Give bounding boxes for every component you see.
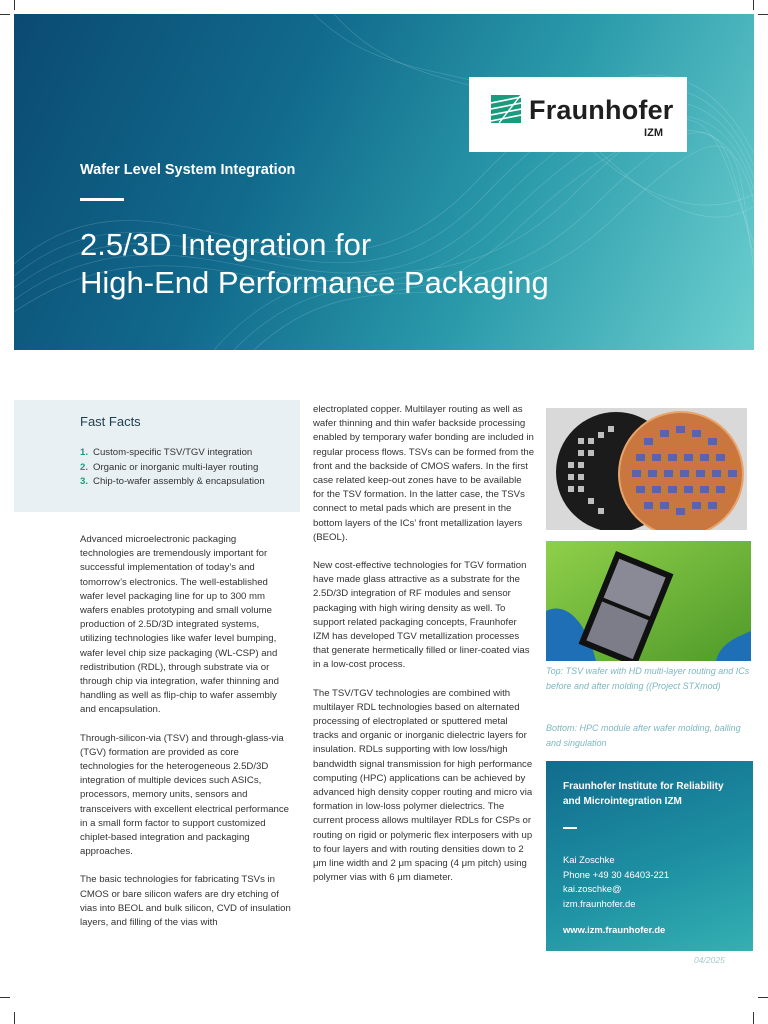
hero-kicker: Wafer Level System Integration (80, 162, 296, 178)
logo-name: Fraunhofer (529, 95, 674, 125)
list-text: Custom-specific TSV/TGV integration (93, 447, 253, 458)
contact-email-line-2[interactable]: izm.fraunhofer.de (563, 897, 636, 909)
title-line-2: High-End Performance Packaging (80, 265, 549, 300)
caption-top: Top: TSV wafer with HD multi-layer routing and ICs before and after molding ((Project STXmod) (546, 666, 750, 691)
contact-details (563, 853, 669, 911)
crop-mark (753, 0, 754, 10)
caption-bottom: Bottom: HPC module after wafer molding, balling and singulation (546, 723, 741, 748)
paragraph: electroplated copper. Multilayer routing as well as wafer thinning and thin wafer backside processing enabled by temporary wafer bonding are included in regular process flows. TSVs can be formed from the front and the backside of CMOS wafers. In the first case related keep-out zones have to be available for the TSV formation. In the latter case, the TSVs connect to metal pads which are present in the bottom layers of the ICs’ front metallization layers (BEOL). (313, 404, 535, 543)
crop-mark (14, 1012, 15, 1024)
contact-name: Kai Zoschke (563, 854, 615, 865)
fast-facts-box (14, 400, 300, 512)
body-column-1 (80, 533, 292, 944)
list-item (80, 475, 265, 490)
crop-mark (0, 997, 10, 998)
contact-email-line-1[interactable]: kai.zoschke@ (563, 883, 622, 894)
list-text: Organic or inorganic multi-layer routing (93, 461, 259, 473)
contact-box (546, 761, 753, 951)
hpc-module-illustration (546, 541, 751, 661)
paragraph: The TSV/TGV technologies are combined with multilayer RDL technologies based on alternated processing of electroplated or sputtered metal tracks and organic or inorganic dielectric layers for insulation. RDLs supporting with low loss/high bandwidth signal transmission for high performance computing (HPC) applications can be achieved by advanced high density copper routing and micro via formation in low-loss polymer dielectrics. The current process allows multilayer RDLs for CSPs or routing on rigid or polymeric flex interposers with up to four layers and with routing densities down to 2 μm line width and 2 μm spacing (4 μm pitch) using polymer vias with 6 μm diameter. (313, 687, 533, 884)
crop-mark (758, 997, 768, 998)
paragraph: Through-silicon-via (TSV) and through-glass-via (TGV) formation are provided as core technologies for the heterogeneous 2.5D/3D integration of multiple devices such ASICs, processors, memory units, sensors and transceivers with excellent electrical performance in a small form factor to support customized chiplet-based integration and packaging approaches. (80, 732, 290, 858)
crop-mark (753, 1012, 754, 1024)
photo-hpc-module (546, 541, 751, 661)
body-column-2 (313, 403, 535, 900)
website-link[interactable]: www.izm.fraunhofer.de (563, 924, 666, 935)
fast-facts-heading: Fast Facts (80, 414, 141, 429)
page-title (80, 226, 700, 302)
hero-divider (80, 198, 124, 201)
list-number: 2. (80, 461, 89, 473)
issue-date: 04/2025 (694, 955, 725, 965)
paragraph: Advanced microelectronic packaging technologies are tremendously important for successful implementation of today’s and tomorrow’s electronics. The well-established wafer level packaging line for up to 300 mm wafers enables prototyping and small volume production of 2.5D/3D integrated systems, utilizing technologies like wafer level bumping, wafer level chip size packaging (WL-CSP) and redistribution (RDL), through substrate via or through chip via integration, wafer thinning and handling as well as flip-chip to wafer assembly and encapsulation. (80, 534, 279, 716)
crop-mark (0, 14, 10, 15)
paragraph: The basic technologies for fabricating TSVs in CMOS or bare silicon wafers are dry etching of vias into BEOL and bulk silicon, CVD of insulation layers, and filling of the vias with (80, 874, 291, 929)
crop-mark (14, 0, 15, 10)
contact-phone[interactable]: Phone +49 30 46403-221 (563, 868, 670, 880)
paragraph: New cost-effective technologies for TGV formation have made glass attractive as a substrate for the 2.5D/3D integration of RF modules and sensor packaging with high wiring density as well. To support related packaging concepts, Fraunhofer IZM has developed TGV metallization processes that generate hermetically filled or liner-coated vias in a low-cost process. (313, 560, 530, 671)
fast-facts-list (80, 446, 265, 490)
list-item (80, 461, 265, 476)
wafer-illustration (546, 408, 747, 530)
list-text: Chip-to-wafer assembly & encapsulation (93, 476, 265, 487)
photo-tsv-wafer (546, 408, 747, 530)
contact-divider (563, 827, 577, 829)
list-number: 3. (80, 476, 89, 487)
logo-sub: IZM (644, 127, 663, 139)
fraunhofer-logo-icon (491, 95, 521, 123)
crop-mark (758, 14, 768, 15)
list-number: 1. (80, 447, 89, 458)
institute-name: Fraunhofer Institute for Reliability and Microintegration IZM (563, 781, 724, 807)
title-line-1: 2.5/3D Integration for (80, 227, 372, 262)
hero-banner (14, 14, 754, 350)
list-item (80, 446, 265, 461)
fraunhofer-logo[interactable] (469, 77, 687, 152)
